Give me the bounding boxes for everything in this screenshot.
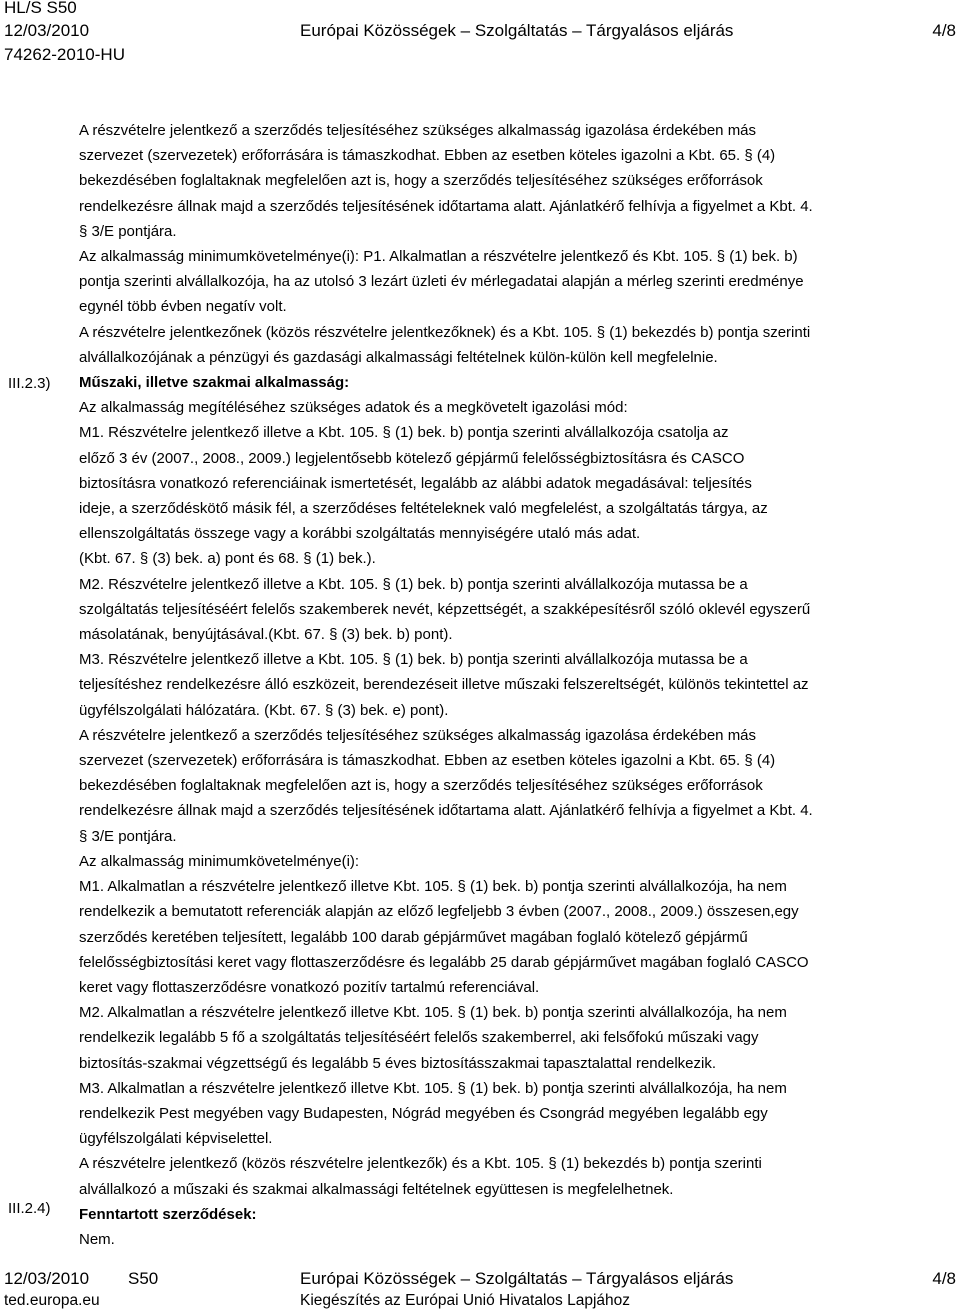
- body-line: M3. Részvételre jelentkező illetve a Kbt. 105. § (1) bek. b) pontja szerinti alvállalkozója mutassa be a: [79, 651, 748, 669]
- body-line: bekezdésében foglaltaknak megfelelően azt is, hogy a szerződés teljesítéséhez szükséges erőforrások: [79, 777, 763, 795]
- body-line: rendelkezik Pest megyében vagy Budapesten, Nógrád megyében és Csongrád megyében legalább egy: [79, 1104, 768, 1122]
- body-line: A részvételre jelentkező (közös részvételre jelentkezők) és a Kbt. 105. § (1) bekezdés b) pontja szerinti: [79, 1155, 762, 1173]
- header-date: 12/03/2010: [4, 21, 90, 40]
- footer-center-title: Európai Közösségek – Szolgáltatás – Tárgyalásos eljárás: [300, 1269, 734, 1288]
- body-line: A részvételre jelentkező a szerződés teljesítéséhez szükséges alkalmasság igazolása érdekében más: [79, 726, 757, 744]
- body-line: Az alkalmasság minimumkövetelménye(i):: [79, 852, 360, 870]
- body-line: teljesítéshez rendelkezésre álló eszközeit, berendezéseit illetve műszaki felszereltségét, különös tekintettel az: [79, 676, 809, 694]
- section-intro: [79, 118, 949, 370]
- body-line: A részvételre jelentkező a szerződés teljesítéséhez szükséges alkalmasság igazolása érdekében más: [79, 122, 757, 139]
- body-line: szolgáltatás teljesítéséért felelős szakemberek nevét, képzettségét, a szakképesítésről szóló oklevél egyszerű: [79, 600, 811, 618]
- body-line: Nem.: [79, 1230, 115, 1248]
- body-line: M2. Alkalmatlan a részvételre jelentkező illetve Kbt. 105. § (1) bek. b) pontja szerinti alvállalkozója, ha nem: [79, 1004, 787, 1022]
- body-line: M3. Alkalmatlan a részvételre jelentkező illetve Kbt. 105. § (1) bek. b) pontja szerinti alvállalkozója, ha nem: [79, 1079, 787, 1097]
- body-line: bekezdésében foglaltaknak megfelelően azt is, hogy a szerződés teljesítéséhez szükséges erőforrások: [79, 172, 763, 190]
- body-line: alvállalkozó a műszaki és szakmai alkalmassági feltételnek együttesen is megfelelhetnek.: [79, 1180, 674, 1198]
- body-line: (Kbt. 67. § (3) bek. a) pont és 68. § (1) bek.).: [79, 550, 376, 568]
- section-heading: Műszaki, illetve szakmai alkalmasság:: [79, 374, 350, 392]
- body-line: ellenszolgáltatás összege vagy a korábbi szolgáltatás mennyiségére utaló más adat.: [79, 525, 641, 543]
- body-line: alvállalkozójának a pénzügyi és gazdasági alkalmassági feltételnek külön-külön kell megfelelnie.: [79, 348, 718, 366]
- footer-publication: Kiegészítés az Európai Unió Hivatalos Lapjához: [300, 1292, 630, 1309]
- body-line: biztosításra vonatkozó referenciáinak ismertetését, legalább az alábbi adatok megadásával: teljesítés: [79, 474, 752, 492]
- body-line: rendelkezik legalább 5 fő a szolgáltatás teljesítéséért felelős szakemberrel, aki felsőfokú műszaki vagy: [79, 1029, 759, 1047]
- section-heading: Fenntartott szerződések:: [79, 1205, 257, 1223]
- section-iii-2-4: [79, 1202, 949, 1252]
- header-notice-id: 74262-2010-HU: [4, 45, 125, 64]
- body-line: másolatának, benyújtásával.(Kbt. 67. § (3) bek. b) pont).: [79, 626, 453, 644]
- body-line: Az alkalmasság megítéléséhez szükséges adatok és a megkövetelt igazolási mód:: [79, 399, 628, 417]
- body-line: M1. Alkalmatlan a részvételre jelentkező illetve Kbt. 105. § (1) bek. b) pontja szerinti alvállalkozója, ha nem: [79, 878, 787, 896]
- header-center-title: Európai Közösségek – Szolgáltatás – Tárgyalásos eljárás: [300, 21, 734, 40]
- body-line: § 3/E pontjára.: [79, 222, 177, 240]
- body-line: rendelkezésre állnak majd a szerződés teljesítésének időtartama alatt. Ajánlatkérő felhívja a figyelmet a Kbt. 4.: [79, 802, 813, 820]
- body-line: ügyfélszolgálati hálózatára. (Kbt. 67. § (3) bek. e) pont).: [79, 701, 449, 719]
- document-body: [79, 118, 949, 1252]
- body-line: M1. Részvételre jelentkező illetve a Kbt. 105. § (1) bek. b) pontja szerinti alvállalkozója csatolja az: [79, 424, 729, 442]
- body-line: rendelkezésre állnak majd a szerződés teljesítésének időtartama alatt. Ajánlatkérő felhívja a figyelmet a Kbt. 4.: [79, 197, 813, 215]
- section-iii-2-3: [79, 370, 949, 1202]
- body-line: szervezet (szervezetek) erőforrására is támaszkodhat. Ebben az esetben köteles igazolni a Kbt. 65. § (4): [79, 752, 776, 770]
- body-line: rendelkezik a bemutatott referenciák alapján az előző legfeljebb 3 évben (2007., 2008., 2009.) összesen,egy: [79, 903, 799, 921]
- body-line: előző 3 év (2007., 2008., 2009.) legjelentősebb kötelező gépjármű felelősségbiztosításra és CASCO: [79, 449, 745, 467]
- body-line: keret vagy flottaszerződésre vonatkozó pozitív tartalmú referenciával.: [79, 978, 540, 996]
- footer-date: 12/03/2010: [4, 1269, 90, 1288]
- body-line: ideje, a szerződéskötő másik fél, a szerződéses feltételeknek való megfelelést, a szolgáltatás tárgya, az: [79, 500, 768, 518]
- body-line: szerződés keretében teljesített, legalább 100 darab gépjárművet magában foglaló kötelező gépjármű: [79, 928, 748, 946]
- header-series: HL/S S50: [4, 0, 77, 17]
- section-number-iii-2-4: III.2.4): [8, 1200, 51, 1217]
- header-page-number: 4/8: [932, 21, 956, 40]
- body-line: pontja szerinti alvállalkozója, ha az utolsó 3 lezárt üzleti év mérlegadatai alapján a mérleg szerinti eredménye: [79, 273, 804, 291]
- body-line: ügyfélszolgálati képviselettel.: [79, 1130, 273, 1148]
- footer-site-link[interactable]: ted.europa.eu: [4, 1292, 100, 1309]
- footer-page-number: 4/8: [932, 1269, 956, 1288]
- body-line: felelősségbiztosítási keret vagy flottaszerződésre és legalább 25 darab gépjárművet magában foglaló CASCO: [79, 953, 809, 971]
- section-number-iii-2-3: III.2.3): [8, 375, 51, 392]
- body-line: szervezet (szervezetek) erőforrására is támaszkodhat. Ebben az esetben köteles igazolni a Kbt. 65. § (4): [79, 147, 776, 165]
- body-line: biztosítás-szakmai végzettségű és legalább 5 éves biztosításszakmai tapasztalattal rendelkezik.: [79, 1054, 716, 1072]
- body-line: A részvételre jelentkezőnek (közös részvételre jelentkezőknek) és a Kbt. 105. § (1) bekezdés b) pontja szerinti: [79, 323, 811, 341]
- body-line: M2. Részvételre jelentkező illetve a Kbt. 105. § (1) bek. b) pontja szerinti alvállalkozója mutassa be a: [79, 575, 748, 593]
- body-line: Az alkalmasság minimumkövetelménye(i): P1. Alkalmatlan a részvételre jelentkező és Kbt. 105. § (1) bek. b): [79, 248, 798, 266]
- footer-series: S50: [128, 1269, 159, 1288]
- body-line: § 3/E pontjára.: [79, 827, 177, 845]
- body-line: egynél több évben negatív volt.: [79, 298, 287, 316]
